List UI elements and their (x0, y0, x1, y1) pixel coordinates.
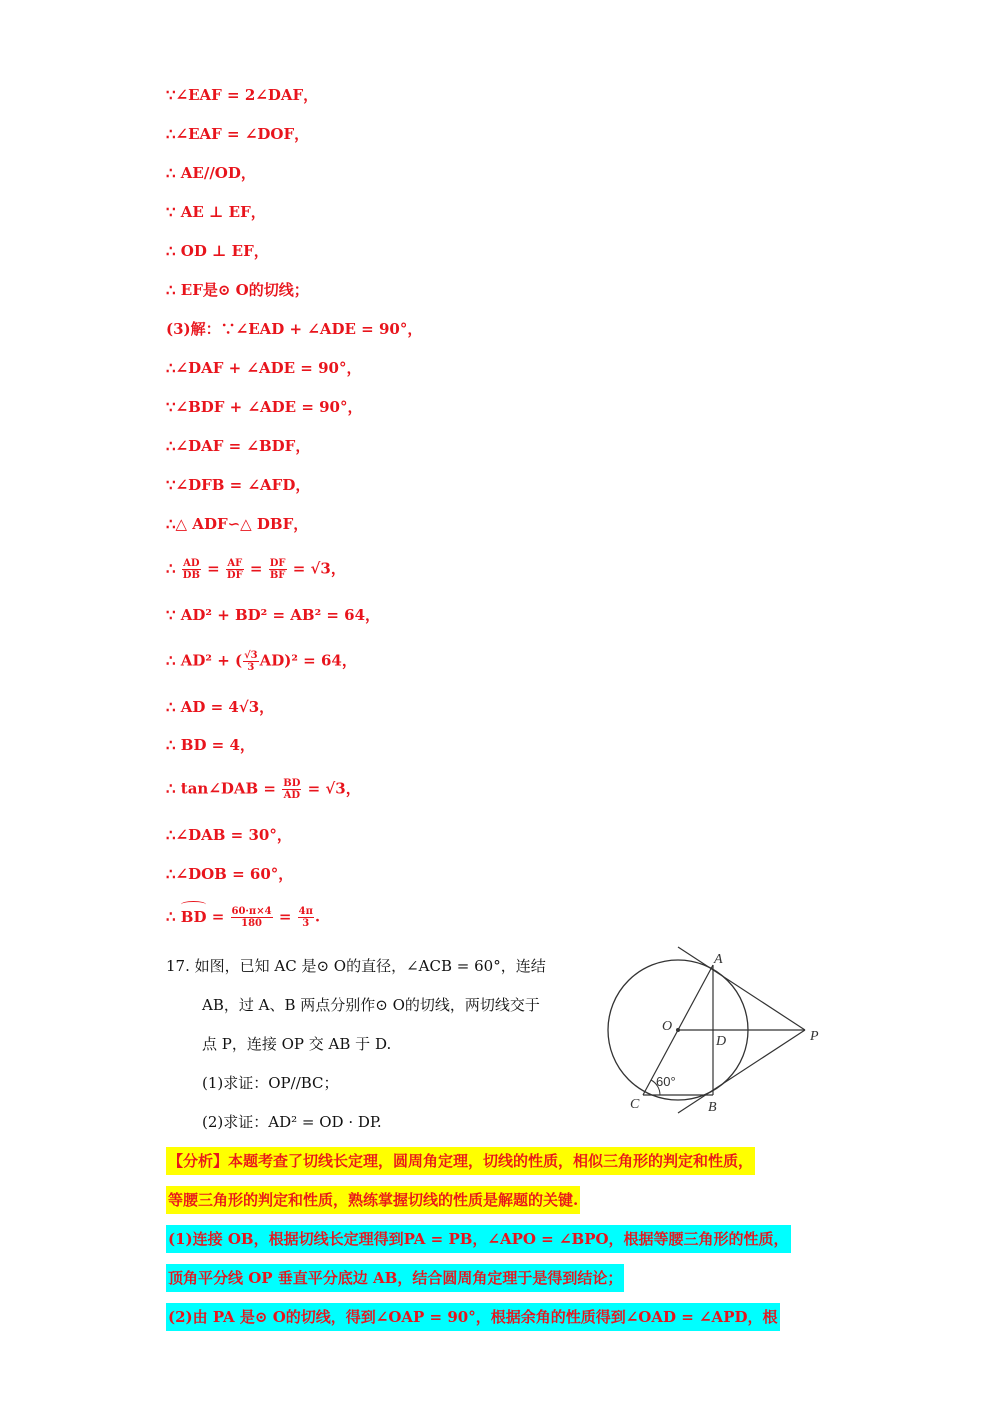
solution-line-4: ∵ AE ⊥ EF， (166, 203, 266, 221)
solution-line-1: ∵∠EAF = 2∠DAF， (166, 86, 319, 104)
geometry-figure (600, 945, 830, 1120)
problem-line-4: (1)求证：OP//BC； (202, 1074, 339, 1092)
label-b: B (708, 1100, 717, 1115)
label-a: A (714, 952, 723, 967)
eq-line: ∴ AD² + ( $\frac{√3}{3}$ AD)² = 64， (166, 650, 357, 673)
bd-line: ∴ BD = 4， (166, 736, 255, 754)
solution-line-8: ∴∠DAF + ∠ADE = 90°， (166, 359, 362, 377)
tangent-pa (678, 947, 805, 1030)
problem-line-3: 点 P，连接 OP 交 AB 于 D. (202, 1035, 392, 1053)
tangent-pb (678, 1030, 805, 1113)
dob-line: ∴∠DOB = 60°， (166, 865, 294, 883)
label-p: P (810, 1029, 819, 1044)
arc-line: ∴ BD = $\frac{60\cdot\pi\times 4}{180}$ = $\frac{4\pi}{3}$ . (166, 906, 320, 929)
analysis-line-5: (2)由 PA 是⊙ O的切线，得到∠OAP = 90°，根据余角的性质得到∠OAD = ∠APD，根 (166, 1303, 780, 1331)
tan-line: ∴ tan∠DAB = $\frac{BD}{AD}$ = √3， (166, 778, 361, 801)
analysis-line-1: 【分析】本题考查了切线长定理，圆周角定理，切线的性质，相似三角形的判定和性质， (166, 1147, 755, 1175)
label-d: D (716, 1034, 727, 1049)
problem-line-1: 17. 如图，已知 AC 是⊙ O的直径，∠ACB = 60°，连结 (166, 957, 546, 975)
solution-line-12: ∴△ ADF∽△ DBF， (166, 515, 309, 533)
solution-line-7: (3)解：∵∠EAD + ∠ADE = 90°， (166, 320, 423, 338)
arc-bd: BD (181, 907, 207, 927)
label-angle-60: 60° (656, 1074, 676, 1089)
problem-line-5: (2)求证：AD² = OD · DP. (202, 1113, 382, 1131)
sum-line: ∵ AD² + BD² = AB² = 64， (166, 606, 381, 624)
ad-line: ∴ AD = 4√3， (166, 698, 275, 716)
problem-line-2: AB，过 A、B 两点分别作⊙ O的切线，两切线交于 (202, 996, 540, 1014)
dab-line: ∴∠DAB = 30°， (166, 826, 292, 844)
label-c: C (630, 1097, 640, 1112)
solution-line-6: ∴ EF是⊙ O的切线； (166, 281, 309, 299)
analysis-line-4: 顶角平分线 OP 垂直平分底边 AB，结合圆周角定理于是得到结论； (166, 1264, 624, 1292)
solution-line-2: ∴∠EAF = ∠DOF， (166, 125, 310, 143)
solution-line-10: ∴∠DAF = ∠BDF， (166, 437, 311, 455)
label-o: O (662, 1019, 673, 1034)
analysis-line-2: 等腰三角形的判定和性质，熟练掌握切线的性质是解题的关键. (166, 1186, 580, 1214)
ratio-line: ∴ $\frac{AD}{DB}$ = $\frac{AF}{DF}$ = $\frac{DF}{BF}$ = √3， (166, 558, 346, 581)
solution-line-9: ∵∠BDF + ∠ADE = 90°， (166, 398, 363, 416)
solution-line-11: ∵∠DFB = ∠AFD， (166, 476, 311, 494)
solution-line-3: ∴ AE//OD， (166, 164, 256, 182)
solution-line-5: ∴ OD ⊥ EF， (166, 242, 269, 260)
analysis-line-3: (1)连接 OB，根据切线长定理得到PA = PB，∠APO = ∠BPO，根据等腰三角形的性质， (166, 1225, 791, 1253)
center-point (676, 1028, 680, 1032)
